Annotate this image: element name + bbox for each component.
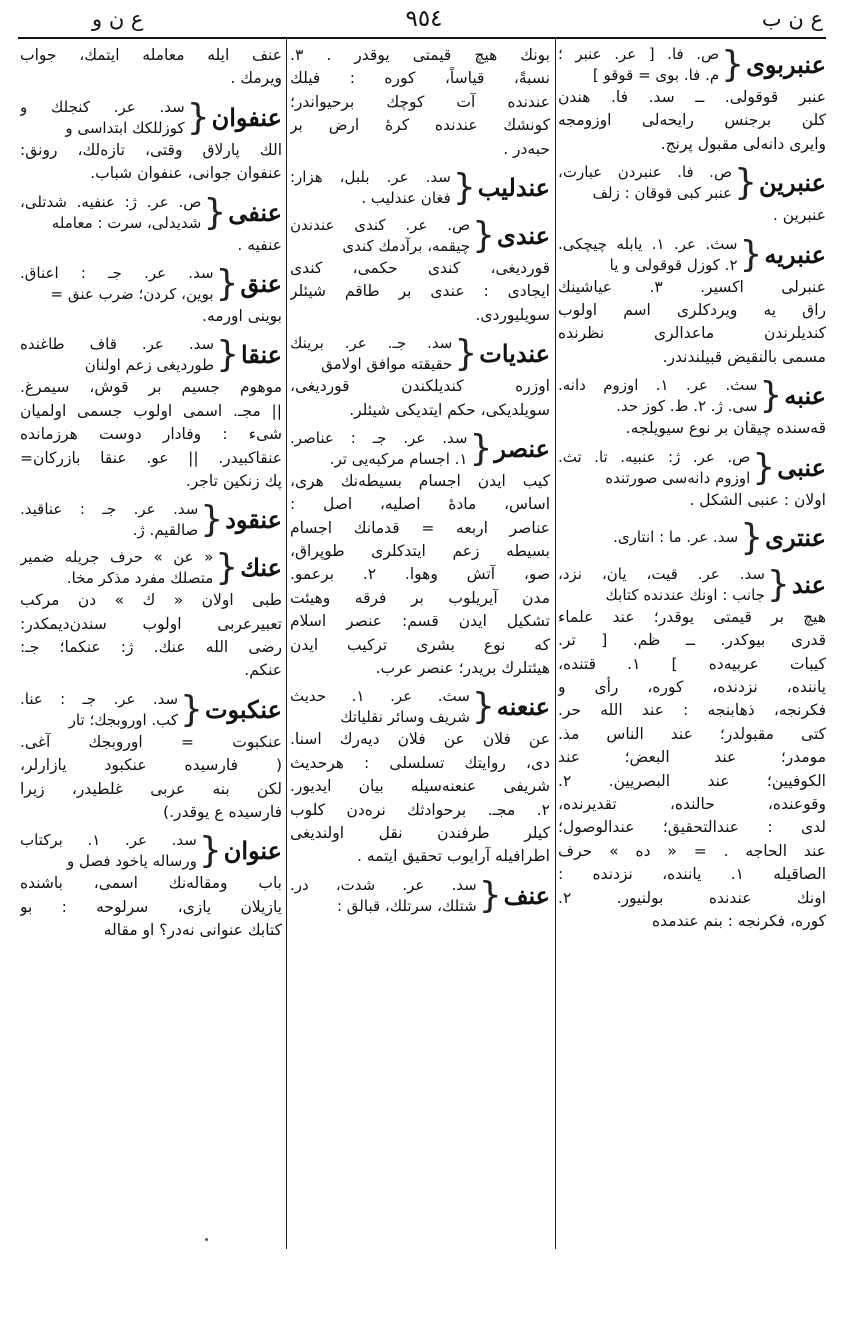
entry-line: بسیطه زعم ایتدکلری طوپراق، bbox=[290, 542, 550, 561]
entry-line: عنقاکبیدر. || عو. عنقا بازرکان= bbox=[20, 448, 282, 467]
entry-line: کونشك عندنده کرهٔ ارض بر bbox=[290, 116, 550, 135]
gloss-line: حقیقته موافق اولامق bbox=[321, 355, 453, 374]
dictionary-entry bbox=[20, 830, 282, 942]
entry-line: یاننده، نزدنده، کوره، رأی و bbox=[558, 678, 826, 697]
headword: عنبربوی bbox=[746, 50, 826, 79]
entry-line: سویلدیکی، حکم ایتدیکی شیئلر. bbox=[349, 400, 550, 419]
entry-line: عنبر قوقولی. ــ سد. فا. هندن bbox=[558, 88, 826, 106]
gloss-line: سد. عر. قاف طاغنده bbox=[20, 335, 215, 354]
entry-line: مدن آیریلوب بر فرقه وهیئت bbox=[290, 588, 550, 607]
headword: عنبریه bbox=[764, 239, 826, 269]
entry-line: هیچ بر قیمتی یوقدر؛ عند علماء bbox=[558, 607, 826, 626]
entry-line: سویلیوردی. bbox=[475, 305, 550, 324]
headword-gloss bbox=[558, 564, 765, 606]
headword-gloss bbox=[290, 215, 470, 257]
gloss-line: صالقیم. ژ. bbox=[132, 521, 199, 540]
gloss-line: فغان عندلیب . bbox=[361, 188, 451, 207]
gloss-line: کب. اوروبجك؛ تار bbox=[68, 710, 179, 729]
headword-gloss bbox=[290, 686, 470, 728]
entry-line: کوره، فکرنجه : بنم عندمده bbox=[651, 911, 826, 930]
gloss-line: سد. عر. ۱. برکتاب bbox=[20, 831, 197, 850]
entry-line: عنکبوت = اوروبجك آغی. bbox=[20, 732, 282, 751]
gloss-line: ص. عر. ژ: عنفیه. شدتلی، bbox=[20, 192, 202, 211]
entry-line: مسمی بالنقیض قبیلندندر. bbox=[662, 347, 826, 366]
dictionary-entry bbox=[558, 447, 826, 512]
gloss-line: سی. ژ. ۲. ط. کوز حد. bbox=[616, 397, 758, 416]
column-right bbox=[558, 44, 826, 1249]
entry-head bbox=[558, 375, 826, 417]
gloss-line: جانب : اونك عندنده کتابك bbox=[605, 585, 765, 604]
gloss-line: چیقمه، برآدمك کندی bbox=[342, 236, 471, 255]
entry-line: الك پارلاق وقتی، تازه‌لك، رونق: bbox=[20, 140, 282, 159]
gloss-line: « عن » حرف جریله ضمیر bbox=[20, 548, 214, 567]
entry-line: عنکم. bbox=[244, 661, 282, 680]
entry-line: اونك عندنده بولنیور. ۲. bbox=[558, 888, 826, 907]
column-left bbox=[20, 44, 282, 1249]
entry-line: رضی الله عنك. ژ: عنکما؛ جـ: bbox=[20, 638, 282, 657]
column-middle bbox=[290, 44, 550, 1249]
headword-gloss bbox=[20, 97, 185, 139]
brace-glyph: { bbox=[215, 547, 239, 589]
headword-gloss bbox=[558, 234, 738, 276]
brace-glyph: { bbox=[186, 96, 210, 138]
brace-glyph: { bbox=[198, 830, 222, 872]
gloss-line: شریف وسائر نقلیاتك bbox=[340, 708, 470, 727]
headword: عنکبوت bbox=[204, 694, 282, 724]
dictionary-entry bbox=[20, 499, 282, 541]
entry-line: شیء : وفادار دوست هرزمانده bbox=[20, 425, 282, 444]
headword: عنقا bbox=[240, 340, 282, 370]
entry-head bbox=[558, 518, 826, 558]
entry-line: قه‌سنده چیقان بر نوع سیویلجه. bbox=[625, 419, 826, 438]
dictionary-entry bbox=[558, 44, 826, 156]
entry-line: کتابك عنوانی نه‌در؟ او مقاله bbox=[103, 921, 282, 940]
page-number: ٩٥٤ bbox=[405, 6, 443, 32]
entry-line: عندنده آت کوچك برحیواندر؛ bbox=[290, 92, 550, 111]
headword: عنبرین bbox=[759, 168, 826, 198]
header-rule bbox=[18, 37, 826, 39]
brace-glyph: { bbox=[721, 44, 745, 85]
entry-head bbox=[290, 686, 550, 728]
dictionary-entry bbox=[20, 97, 282, 186]
dictionary-entry bbox=[558, 162, 826, 227]
entry-line: فکرنجه، ذهابنجه : عند الله حر. bbox=[558, 701, 826, 720]
headword-gloss bbox=[20, 263, 214, 305]
gloss-line: سد. جـ. عر. برینك bbox=[290, 334, 453, 353]
gloss-line: ص. فا. [ عر. عنبر ؛ bbox=[558, 45, 720, 63]
entry-head bbox=[20, 689, 282, 731]
entry-line: عنبرلی اکسیر. ۳. عیاشینك bbox=[558, 277, 826, 296]
dictionary-entry bbox=[558, 518, 826, 558]
entry-line: || مجـ. اسمی اولوب جسمی اولمیان bbox=[20, 401, 282, 420]
gloss-line: کوزللکك ابتداسی و bbox=[65, 118, 185, 137]
gloss-line: سد. عر. جـ : عناصر. bbox=[290, 428, 468, 447]
entry-head bbox=[20, 263, 282, 305]
entry-head bbox=[558, 162, 826, 204]
headword-gloss bbox=[20, 689, 178, 731]
entry-line: ( فارسیده عنکبود یازارلر، bbox=[20, 756, 282, 775]
headword: عنف bbox=[503, 880, 550, 910]
entry-line: اساس، مادهٔ اصلیه، اصل : bbox=[290, 495, 550, 514]
dictionary-entry bbox=[290, 44, 550, 161]
entry-line: کندیلرندن ماعدالری نظرنده bbox=[558, 324, 826, 343]
headword: عنفی bbox=[228, 197, 282, 227]
entry-head bbox=[558, 447, 826, 489]
gloss-line: ص. عر. کندی عندندن bbox=[290, 215, 471, 234]
gloss-line: سث. عر. ۱. حدیث bbox=[290, 687, 470, 706]
dictionary-entry bbox=[20, 192, 282, 257]
entry-head bbox=[290, 428, 550, 470]
brace-glyph: { bbox=[180, 688, 203, 730]
entry-line: دی، روایتك تسلسلی : هرحدیث bbox=[290, 753, 550, 772]
gloss-line: اوزوم دانه‌سی صورتنده bbox=[605, 468, 751, 487]
gloss-line: م. فا. بوى = قوقو ] bbox=[592, 66, 720, 84]
entry-line: هیئتلرك بریدر؛ عنصر عرب. bbox=[375, 659, 550, 678]
brace-glyph: { bbox=[472, 214, 496, 256]
brace-glyph: { bbox=[200, 499, 224, 541]
gloss-line: سد. عر. ما : انتاری. bbox=[613, 528, 739, 547]
headword-gloss bbox=[20, 547, 213, 589]
headword: عنقود bbox=[225, 505, 282, 535]
gloss-line: ص. فا. عنبردن عبارت، bbox=[558, 163, 733, 182]
entry-head bbox=[20, 830, 282, 872]
ink-speck bbox=[205, 1238, 208, 1241]
entry-line: قدری بیوکدر. ــ ظم. [ تر. bbox=[558, 631, 826, 650]
headword: عنبی bbox=[777, 452, 826, 482]
dictionary-entry bbox=[290, 215, 550, 327]
header-right-letters: ع ن ب bbox=[761, 7, 823, 31]
headword-gloss bbox=[290, 333, 452, 375]
header-left-letters: ع ن و bbox=[92, 7, 144, 31]
headword-gloss bbox=[558, 447, 750, 489]
brace-glyph: { bbox=[215, 262, 239, 304]
headword: عنعنه bbox=[496, 692, 550, 722]
entry-head bbox=[20, 192, 282, 234]
entry-line: ایجادی : عندی بر طاقم شیئلر bbox=[290, 282, 550, 301]
entry-line: کیب ایدن اجسام بسیطه‌نك هری، bbox=[290, 471, 550, 490]
dictionary-entry bbox=[20, 44, 282, 91]
gloss-line: ۱. اجسام مرکبه‌یی تر. bbox=[329, 449, 468, 468]
brace-glyph: { bbox=[452, 166, 476, 208]
headword: عندی bbox=[497, 220, 550, 250]
entry-line: کتی مقبولدر؛ عند الناس مذ. bbox=[558, 724, 826, 743]
gloss-line: سد. عر. کنجلك و bbox=[20, 97, 185, 116]
dictionary-entry bbox=[290, 333, 550, 422]
dictionary-entry bbox=[20, 547, 282, 683]
entry-line: که نوع بشری ترکیب ایدن bbox=[290, 635, 550, 654]
gloss-line: ص. عر. ژ: عنبیه. تا. تث. bbox=[558, 447, 751, 466]
entry-line: عنفیه . bbox=[237, 235, 282, 254]
entry-line: ۲. مجـ. برحوادثك نره‌دن کلوب bbox=[290, 800, 550, 819]
brace-glyph: { bbox=[203, 191, 227, 233]
entry-line: اطرافیله آرایوب تحقیق ایتمه . bbox=[356, 847, 550, 866]
headword: عنوان bbox=[223, 836, 282, 866]
headword-gloss bbox=[20, 830, 197, 872]
headword: عندلیب bbox=[477, 172, 550, 202]
gloss-line: متصلك مفرد مذکر مخا. bbox=[66, 569, 214, 588]
gloss-line: ۲. کوزل قوقولی و یا bbox=[609, 255, 738, 274]
headword-gloss bbox=[290, 428, 467, 470]
gloss-line: سد. عر. شدت، در. bbox=[290, 875, 477, 894]
entry-head bbox=[290, 215, 550, 257]
entry-line: تشکیل ایدن قسم: عنصر اسلام bbox=[290, 612, 550, 631]
entry-line: یازیلان یازی، سرلوحه : بو bbox=[20, 897, 282, 916]
entry-line: کیلر طرفندن نقل اولندیغی bbox=[290, 823, 550, 842]
column-divider bbox=[286, 39, 287, 1249]
dictionary-entry bbox=[20, 334, 282, 493]
entry-line: بوینی اورمه. bbox=[202, 306, 282, 325]
gloss-line: شتلك، سرتلك، قبالق : bbox=[336, 896, 477, 915]
entry-line: لکن بنه عربی غلطیدر، زیرا bbox=[20, 779, 282, 798]
entry-line: عنف ایله معامله ایتمك، جواب bbox=[20, 46, 282, 64]
dictionary-entry bbox=[20, 263, 282, 328]
entry-line: نسبةً، قیاساً، کوره : فیلك bbox=[290, 69, 550, 88]
entry-line: عنبرین . bbox=[772, 206, 826, 225]
gloss-line: سد. عر. قیت، یان، نزد، bbox=[558, 564, 765, 583]
entry-line: ویرمك . bbox=[230, 69, 282, 88]
dictionary-entry bbox=[20, 689, 282, 825]
entry-head bbox=[290, 167, 550, 209]
gloss-line: سد. عر. بلبل، هزار: bbox=[290, 167, 451, 186]
headword-gloss bbox=[20, 334, 214, 376]
headword: عنق bbox=[240, 268, 282, 298]
headword-gloss bbox=[290, 875, 477, 917]
entry-line: شریفی عنعنه‌سیله بیان ایدیور. bbox=[290, 777, 550, 796]
entry-line: لدی : عندالتحقیق؛ عندالوصول؛ bbox=[558, 818, 826, 837]
entry-line: عنفوان جوانی، عنفوان شباب. bbox=[90, 164, 282, 183]
gloss-line: عنبر کبی قوقان : زلف bbox=[592, 184, 733, 203]
dictionary-entry bbox=[558, 564, 826, 933]
headword-gloss bbox=[558, 375, 757, 417]
entry-head bbox=[20, 499, 282, 541]
entry-line: عند الحاجه . = « ده » حرف bbox=[558, 841, 826, 860]
entry-head bbox=[558, 564, 826, 606]
headword: عنك bbox=[240, 553, 282, 583]
headword: عند bbox=[791, 569, 826, 599]
dictionary-entry bbox=[558, 375, 826, 440]
headword: عندیات bbox=[479, 339, 550, 369]
gloss-line: بوین، کردن؛ ضرب عنق = bbox=[50, 284, 214, 303]
entry-line: الکوفیین؛ عند البصریین. ۲. bbox=[558, 771, 826, 790]
brace-glyph: { bbox=[739, 233, 763, 275]
entry-line: الصاقیله ۱. یاننده، نزدنده : bbox=[558, 865, 826, 884]
dictionary-entry bbox=[290, 875, 550, 917]
entry-line: تعبیرعربی اولوب سندن‌دیمکدر: bbox=[20, 614, 282, 633]
entry-line: راق یه ویردکلری اسم اولوب bbox=[558, 300, 826, 319]
headword: عنتری bbox=[765, 522, 826, 552]
headword: عنصر bbox=[494, 433, 550, 463]
entry-line: باب ومقاله‌نك اسمی، باشنده bbox=[20, 874, 282, 893]
entry-head bbox=[558, 44, 826, 86]
dictionary-entry bbox=[290, 428, 550, 681]
gloss-line: شدیدلی، سرت : معامله‌ bbox=[51, 213, 202, 232]
column-divider bbox=[555, 39, 556, 1249]
entry-line: پك زنکین تاجر. bbox=[185, 471, 282, 490]
entry-line: طبی اولان « ك » دن مرکب bbox=[20, 591, 282, 610]
gloss-line: طوردیغی زعم اولنان bbox=[84, 356, 215, 375]
entry-head bbox=[290, 875, 550, 917]
brace-glyph: { bbox=[752, 446, 776, 488]
brace-glyph: { bbox=[734, 162, 757, 204]
entry-head bbox=[20, 547, 282, 589]
gloss-line: سد. عر. جـ : عناقید. bbox=[20, 500, 199, 519]
entry-line: مومدر؛ عند البعض؛ عند bbox=[558, 748, 826, 767]
gloss-line: سث. عر. ۱. یابله چیچکی. bbox=[558, 234, 738, 253]
headword: عنفوان bbox=[211, 102, 282, 132]
gloss-line: ورساله یاخود فصل و bbox=[67, 852, 197, 871]
dictionary-entry bbox=[290, 686, 550, 868]
headword: عنبه bbox=[784, 381, 826, 411]
entry-line: وایری دانه‌لی مقبول پرنج. bbox=[660, 134, 826, 153]
entry-head bbox=[290, 333, 550, 375]
entry-head bbox=[20, 97, 282, 139]
entry-line: عن فلان عن فلان دیه‌رك اسنا. bbox=[290, 730, 550, 749]
entry-line: صو، آتش وهوا. ۲. برعمو. bbox=[290, 565, 550, 584]
headword-gloss bbox=[20, 499, 198, 541]
entry-line: اوزره کندیلکندن قوردیغی، bbox=[290, 377, 550, 396]
headword-gloss bbox=[558, 162, 732, 204]
entry-line: حبه‌در . bbox=[503, 139, 550, 158]
entry-line: وقوعنده، حالنده، تقدیرنده، bbox=[558, 795, 826, 814]
entry-line: اولان : عنبی الشکل . bbox=[689, 490, 826, 509]
entry-head bbox=[558, 234, 826, 276]
brace-glyph: { bbox=[471, 686, 495, 728]
brace-glyph: { bbox=[766, 563, 790, 605]
entry-line: بونك هیچ قیمتی یوقدر . ۳. bbox=[290, 46, 550, 64]
entry-head bbox=[20, 334, 282, 376]
dictionary-entry bbox=[290, 167, 550, 209]
entry-line: قوردیغی، کندی حکمی، کندی bbox=[290, 258, 550, 277]
headword-gloss bbox=[20, 192, 201, 234]
brace-glyph: { bbox=[216, 334, 239, 376]
gloss-line: سث. عر. ۱. اوزوم دانه. bbox=[558, 376, 758, 395]
brace-glyph: { bbox=[478, 874, 502, 916]
gloss-line: سد. عر. جـ : عنا. bbox=[20, 689, 179, 708]
entry-line: فارسیده ع یوقدر.) bbox=[163, 803, 282, 822]
headword-gloss bbox=[558, 527, 738, 548]
dictionary-entry bbox=[558, 234, 826, 370]
brace-glyph: { bbox=[740, 516, 764, 558]
entry-line: موهوم جسیم بر قوش، سیمرغ. bbox=[20, 378, 282, 397]
brace-glyph: { bbox=[759, 375, 783, 417]
entry-line: عناصر اربعه = قدمانك اجسام bbox=[290, 518, 550, 537]
entry-line: کلن برجنس رایحه‌لی اوزومجه bbox=[558, 111, 826, 130]
headword-gloss bbox=[290, 167, 451, 209]
brace-glyph: { bbox=[454, 333, 478, 375]
headword-gloss bbox=[558, 44, 719, 86]
gloss-line: سد. عر. جـ : اعناق. bbox=[20, 263, 214, 282]
brace-glyph: { bbox=[469, 427, 493, 469]
entry-line: کیبات عربیه‌ده ] ۱. قتنده، bbox=[558, 654, 826, 673]
